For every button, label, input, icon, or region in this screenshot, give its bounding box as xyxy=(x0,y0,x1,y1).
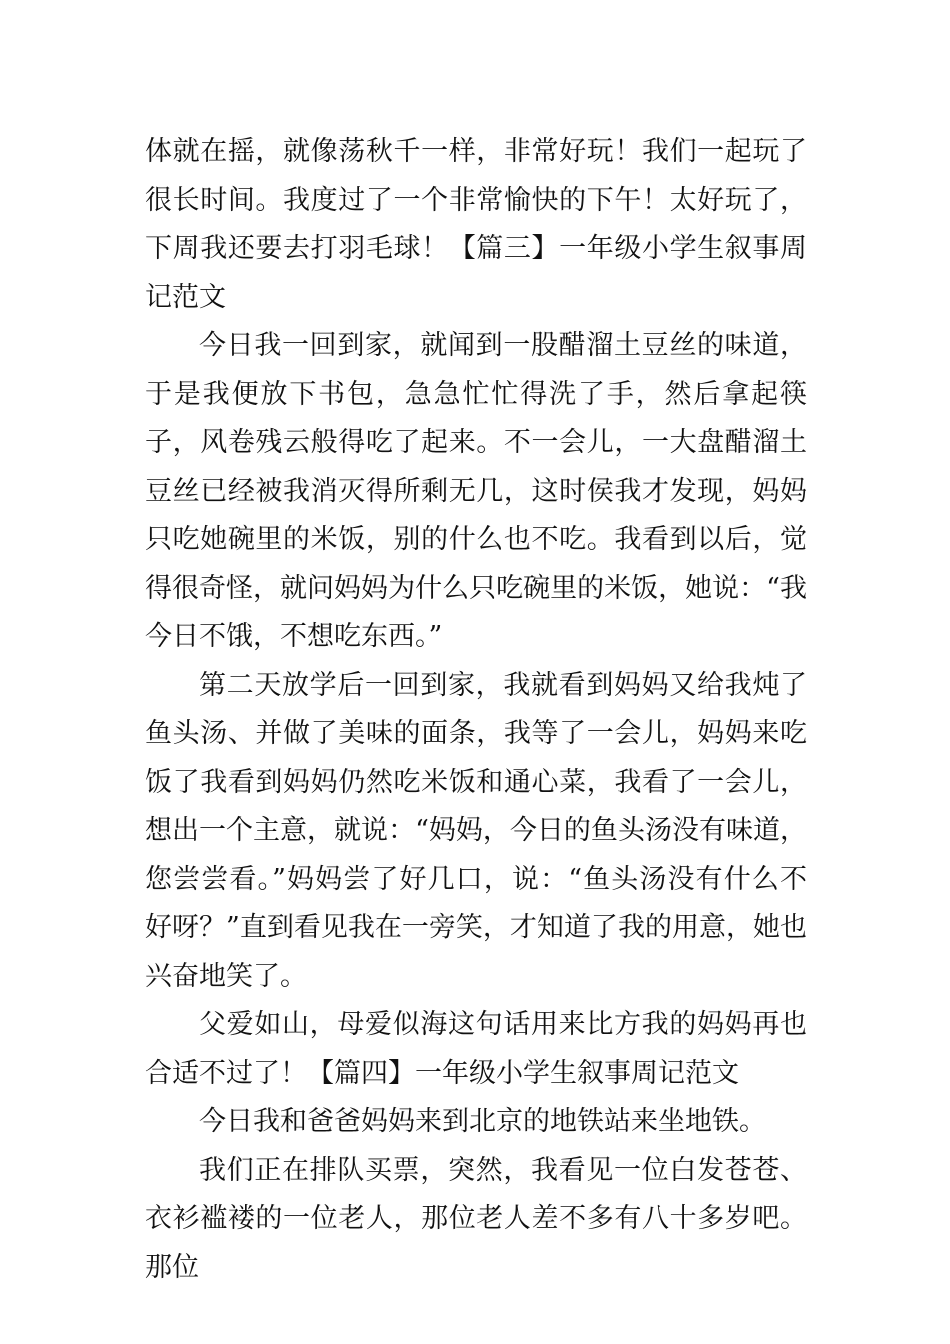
document-body xyxy=(145,128,807,1292)
paragraph-2: 今日我一回到家，就闻到一股醋溜土豆丝的味道，于是我便放下书包，急急忙忙得洗了手，然后拿起筷子，风卷残云般得吃了起来。不一会儿，一大盘醋溜土豆丝已经被我消灭得所剩无几，这时侯我才发现，妈妈只吃她碗里的米饭，别的什么也不吃。我看到以后，觉得很奇怪，就问妈妈为什么只吃碗里的米饭，她说：“我今日不饿，不想吃东西。” xyxy=(145,330,807,652)
paragraph-4: 父爱如山，母爱似海这句话用来比方我的妈妈再也合适不过了！【篇四】一年级小学生叙事周记范文 xyxy=(145,1009,807,1089)
paragraph-6: 我们正在排队买票，突然，我看见一位白发苍苍、衣衫褴褛的一位老人，那位老人差不多有八十多岁吧。那位 xyxy=(145,1154,807,1283)
paragraph-3: 第二天放学后一回到家，我就看到妈妈又给我炖了鱼头汤、并做了美味的面条，我等了一会儿，妈妈来吃饭了我看到妈妈仍然吃米饭和通心菜，我看了一会儿，想出一个主意，就说：“妈妈，今日的鱼头汤没有味道，您尝尝看。”妈妈尝了好几口，说：“鱼头汤没有什么不好呀？”直到看见我在一旁笑，才知道了我的用意，她也兴奋地笑了。 xyxy=(145,669,807,992)
paragraph-5: 今日我和爸爸妈妈来到北京的地铁站来坐地铁。 xyxy=(199,1106,766,1137)
paragraph-1: 体就在摇，就像荡秋千一样，非常好玩！我们一起玩了很长时间。我度过了一个非常愉快的下午！太好玩了，下周我还要去打羽毛球！【篇三】一年级小学生叙事周记范文 xyxy=(145,136,807,313)
